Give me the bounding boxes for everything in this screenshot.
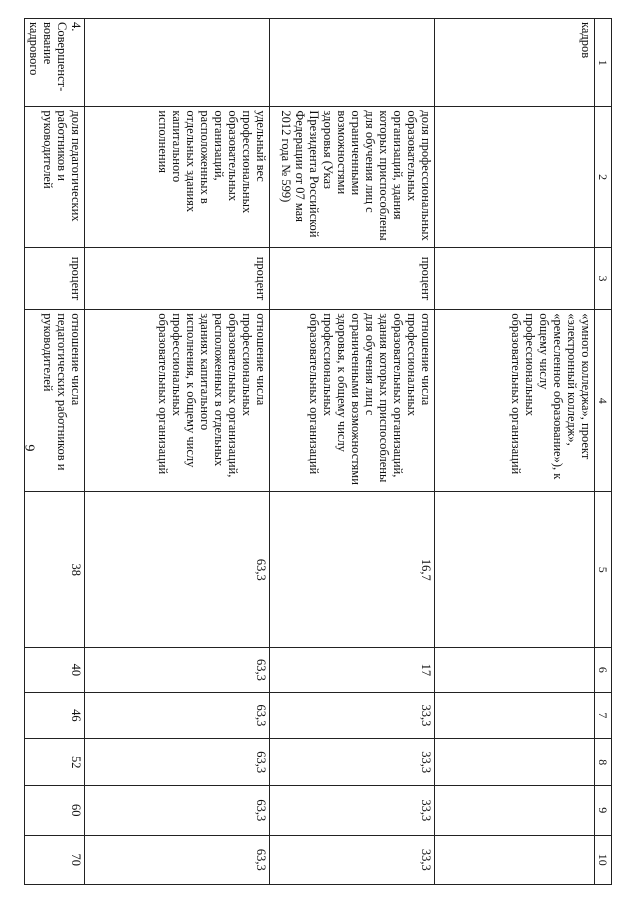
header-row	[595, 19, 612, 885]
cell-unit: процент	[270, 247, 435, 309]
cell-value: 52	[25, 739, 85, 786]
cell-method: отношение числа профессиональных образовательных организаций, здания которых приспособлены для обучения лиц с ограниченными возможностями здоровья, к общему числу профессиональных образовательных организаций	[270, 310, 435, 492]
col-header: 1	[595, 19, 612, 107]
cell-method: отношение числа профессиональных образовательных организаций, расположенных в отдельных зданиях капитального исполнения, к общему числу профессиональных образовательных организаций	[85, 310, 270, 492]
cell-indicator: доля профессиональных образовательных организаций, здания которых приспособлены для обучения лиц с ограниченными возможностями здоровья (Указ Президента Российской Федерации от 07 мая 2012 года № 599)	[270, 107, 435, 247]
cell-value: 38	[25, 492, 85, 648]
cell-unit: процент	[25, 247, 85, 309]
cell-value: 63,3	[85, 648, 270, 692]
cell-value	[435, 739, 595, 786]
cell-value: 33,3	[270, 692, 435, 739]
cell-value	[435, 648, 595, 692]
col-header: 8	[595, 739, 612, 786]
cell-value: 63,3	[85, 739, 270, 786]
cell-value: 33,3	[270, 739, 435, 786]
col-header: 10	[595, 835, 612, 885]
cell-section	[85, 19, 270, 107]
cell-value: 63,3	[85, 492, 270, 648]
cell-indicator: доля педагогических работников и руководителей	[25, 107, 85, 247]
cell-section: 4. Совершенст-вование кадрового	[25, 19, 85, 107]
cell-value: 60	[25, 786, 85, 835]
cell-value: 40	[25, 648, 85, 692]
col-header: 6	[595, 648, 612, 692]
col-header: 4	[595, 310, 612, 492]
cell-indicator	[435, 107, 595, 247]
col-header: 3	[595, 247, 612, 309]
cell-method: «умного колледжа», проект «электронный колледж», «ремесленное образование»), к общему числу профессиональных образовательных организаций	[435, 310, 595, 492]
indicators-table	[24, 18, 612, 885]
table-row	[435, 19, 595, 885]
table-row	[85, 19, 270, 885]
col-header: 5	[595, 492, 612, 648]
cell-value: 63,3	[85, 692, 270, 739]
cell-value	[435, 835, 595, 885]
cell-unit: процент	[85, 247, 270, 309]
cell-indicator: удельный вес профессиональных образовательных организаций, расположенных в отдельных зданиях капитального исполнения	[85, 107, 270, 247]
cell-value: 17	[270, 648, 435, 692]
cell-value	[435, 492, 595, 648]
col-header: 7	[595, 692, 612, 739]
col-header: 9	[595, 786, 612, 835]
cell-section	[270, 19, 435, 107]
table-row	[25, 19, 85, 885]
table-row	[270, 19, 435, 885]
cell-value: 63,3	[85, 786, 270, 835]
cell-method: отношение числа педагогических работников и руководителей	[25, 310, 85, 492]
cell-value: 63,3	[85, 835, 270, 885]
page-number: 6	[23, 444, 39, 452]
cell-value: 70	[25, 835, 85, 885]
cell-section: кадров	[435, 19, 595, 107]
cell-value	[435, 692, 595, 739]
cell-value: 33,3	[270, 835, 435, 885]
cell-value	[435, 786, 595, 835]
cell-unit	[435, 247, 595, 309]
cell-value: 46	[25, 692, 85, 739]
cell-value: 33,3	[270, 786, 435, 835]
rotated-table-container	[12, 18, 612, 883]
col-header: 2	[595, 107, 612, 247]
cell-value: 16,7	[270, 492, 435, 648]
